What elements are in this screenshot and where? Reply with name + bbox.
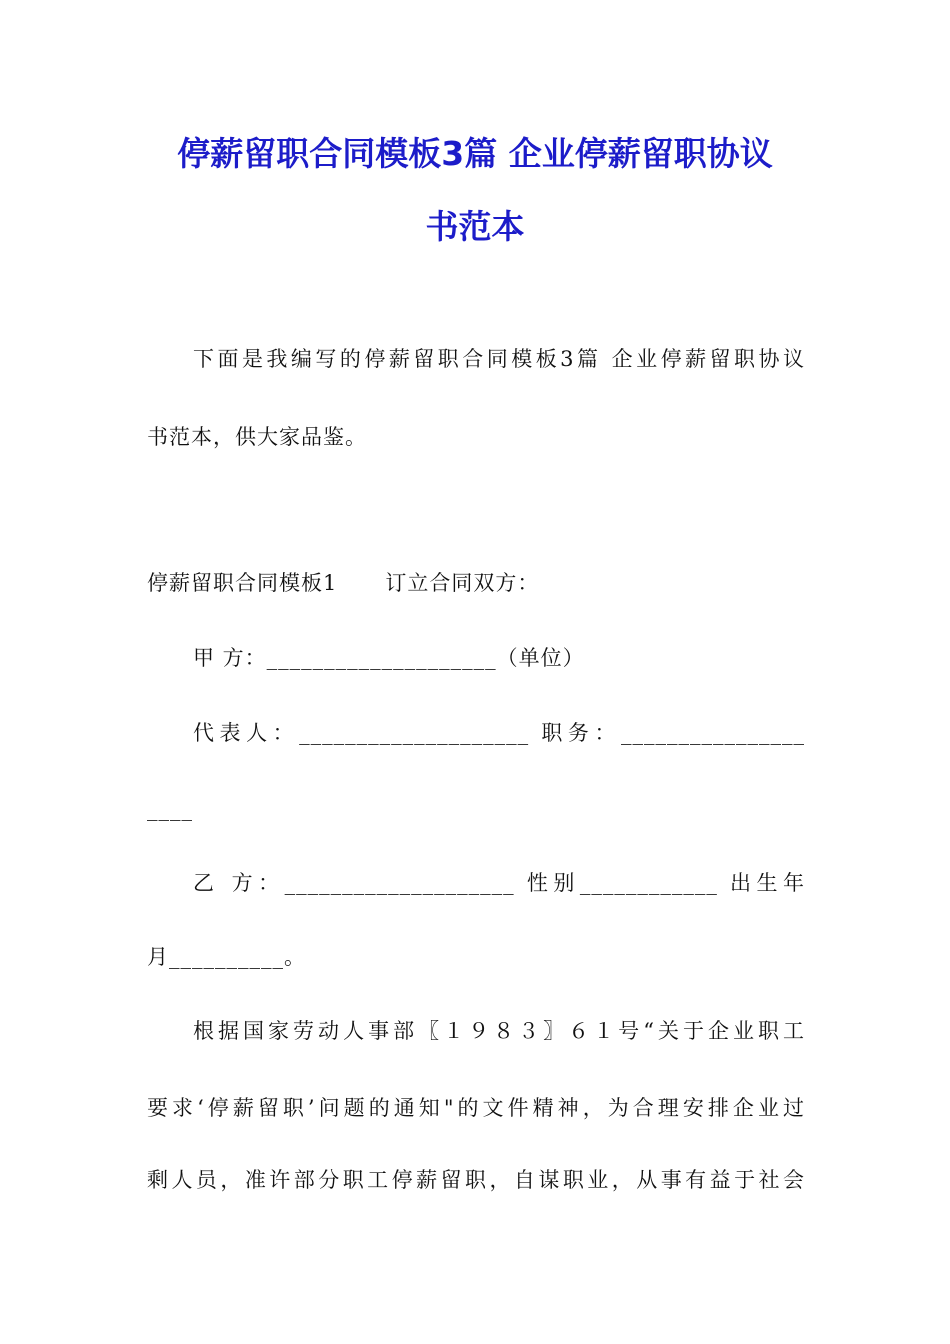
party-a-line: 甲 方：____________________（单位） [193,646,585,670]
section-heading-title: 停薪留职合同模板1 [147,571,338,595]
representative-line-1: 代表人：____________________ 职务：________________ [193,721,805,745]
body-line-3: 剩人员，准许部分职工停薪留职，自谋职业，从事有益于社会 [147,1168,805,1192]
party-b-line-1: 乙 方：____________________ 性别____________ 出生年 [193,871,805,895]
representative-line-2: ____ [147,797,193,821]
document-title-line-1: 停薪留职合同模板3篇 企业停薪留职协议 [177,134,773,173]
party-b-line-2: 月__________。 [147,945,306,969]
body-line-2: 要求‘停薪留职’问题的通知"的文件精神，为合理安排企业过 [147,1096,805,1120]
intro-line-1: 下面是我编写的停薪留职合同模板3篇 企业停薪留职协议 [193,347,805,371]
section-heading [147,568,539,598]
section-heading-tail: 订立合同双方： [385,571,540,595]
intro-line-2: 书范本，供大家品鉴。 [147,425,367,449]
document-title-line-2: 书范本 [425,207,525,246]
body-line-1: 根据国家劳动人事部〖１９８３〗６１号“关于企业职工 [193,1019,805,1043]
